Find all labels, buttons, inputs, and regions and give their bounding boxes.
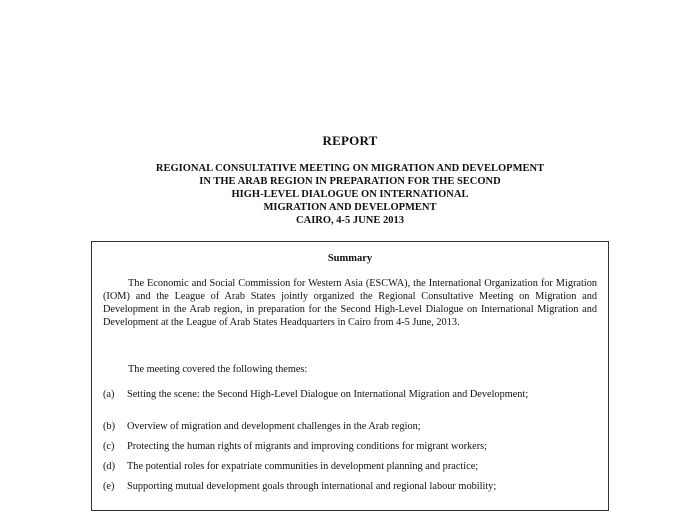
- theme-text: Overview of migration and development challenges in the Arab region;: [127, 421, 421, 432]
- subtitle-line: REGIONAL CONSULTATIVE MEETING ON MIGRATION AND DEVELOPMENT: [155, 163, 545, 174]
- theme-marker: (d): [103, 461, 116, 472]
- theme-text: Supporting mutual development goals through international and regional labour mobility;: [127, 481, 497, 492]
- theme-marker: (a): [103, 389, 115, 400]
- subtitle-line: CAIRO, 4-5 JUNE 2013: [296, 215, 404, 226]
- theme-marker: (c): [103, 441, 115, 452]
- theme-item: [103, 480, 597, 493]
- theme-text: The potential roles for expatriate communities in development planning and practice;: [127, 461, 479, 472]
- theme-marker: (e): [103, 481, 115, 492]
- subtitle-line: HIGH-LEVEL DIALOGUE ON INTERNATIONAL: [231, 189, 469, 200]
- subtitle-line: MIGRATION AND DEVELOPMENT: [263, 202, 437, 213]
- report-subtitle: [0, 162, 700, 227]
- theme-item: [103, 440, 597, 453]
- theme-item: [103, 420, 597, 433]
- themes-intro: The meeting covered the following themes:: [128, 364, 308, 375]
- report-title: REPORT: [322, 133, 378, 148]
- summary-heading: Summary: [327, 253, 373, 264]
- theme-text: Protecting the human rights of migrants and improving conditions for migrant workers;: [127, 441, 488, 452]
- summary-paragraph: The Economic and Social Commission for Western Asia (ESCWA), the International Organization for Migration (IOM) and the League of Arab States jointly organized the Regional Consultative Meeting on Migration and Development in the Arab region, in preparation for the Second High-Level Dialogue on International Migration and Development at the League of Arab States Headquarters in Cairo from 4-5 June, 2013.: [103, 278, 597, 328]
- theme-item: [103, 388, 597, 401]
- theme-text: Setting the scene: the Second High-Level Dialogue on International Migration and Development;: [127, 389, 529, 400]
- subtitle-line: IN THE ARAB REGION IN PREPARATION FOR THE SECOND: [199, 176, 501, 187]
- theme-marker: (b): [103, 421, 116, 432]
- theme-item: [103, 460, 597, 473]
